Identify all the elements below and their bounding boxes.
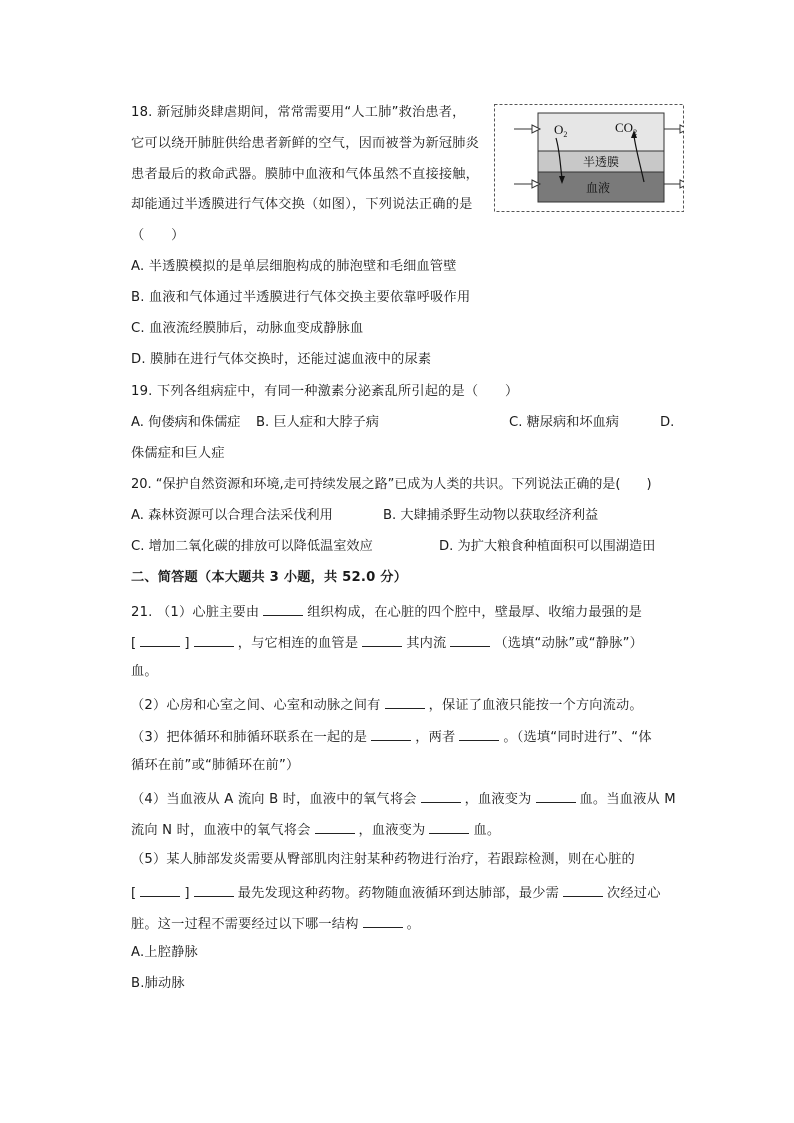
q21-text: 21. （1）心脏主要由 (131, 605, 260, 620)
gas-outlet-arrow-icon (664, 125, 684, 133)
answer-blank[interactable] (194, 882, 234, 897)
q21-text: ，血液变为 (358, 823, 426, 838)
q21-text: （3）把体循环和肺循环联系在一起的是 (131, 730, 368, 745)
q21-text: 次经过心 (607, 886, 661, 901)
section-heading: 二、简答题（本大题共 3 小题，共 52.0 分） (131, 570, 408, 585)
q18-line-5: （ ） (131, 228, 185, 243)
answer-blank[interactable] (421, 788, 461, 803)
q21-part2 (131, 694, 643, 715)
answer-blank[interactable] (140, 632, 180, 647)
q21-part5-line3 (131, 913, 420, 934)
q18-option-c: C. 血液流经膜肺后，动脉血变成静脉血 (131, 321, 364, 336)
q19-option-d-text: 侏儒症和巨人症 (131, 446, 225, 461)
answer-blank[interactable] (362, 632, 402, 647)
q20-option-d: D. 为扩大粮食种植面积可以围湖造田 (439, 539, 656, 554)
blood-inlet-arrow-icon (514, 180, 540, 188)
q21-text: ，与它相连的血管是 (237, 636, 359, 651)
gas-inlet-arrow-icon (514, 125, 540, 133)
q21-part4-line1 (131, 788, 676, 809)
q21-text: 血。 (473, 823, 501, 838)
q19-option-c: C. 糖尿病和坏血病 (509, 415, 619, 430)
q21-text: 。 (406, 917, 420, 932)
answer-blank[interactable] (385, 694, 425, 709)
q21-text: 脏。这一过程不需要经过以下哪一结构 (131, 917, 359, 932)
q21-text: 其内流 (406, 636, 447, 651)
answer-blank[interactable] (263, 601, 303, 616)
q21-text: ，血液变为 (464, 792, 532, 807)
q18-line-3: 患者最后的救命武器。膜肺中血液和气体虽然不直接接触， (131, 167, 480, 182)
answer-blank[interactable] (429, 819, 469, 834)
q21-part5-line1: （5）某人肺部发炎需要从臀部肌肉注射某种药物进行治疗，若跟踪检测，则在心脏的 (131, 852, 635, 867)
answer-blank[interactable] (371, 726, 411, 741)
q18-line-1: 18. 新冠肺炎肆虐期间，常常需要用“人工肺”救治患者， (131, 105, 466, 120)
q21-part1-line2 (131, 632, 643, 653)
q21-option-a: A.上腔静脉 (131, 945, 198, 960)
q18-line-2: 它可以绕开肺脏供给患者新鲜的空气，因而被誉为新冠肺炎 (131, 136, 480, 151)
answer-blank[interactable] (536, 788, 576, 803)
q21-bracket: [ (131, 636, 137, 651)
q19-option-d: D. (660, 415, 675, 430)
answer-blank[interactable] (563, 882, 603, 897)
q19-option-b: B. 巨人症和大脖子病 (256, 415, 379, 430)
q21-text: 最先发现这种药物。药物随血液循环到达肺部，最少需 (237, 886, 560, 901)
answer-blank[interactable] (450, 632, 490, 647)
q21-part1-line1 (131, 601, 642, 622)
answer-blank[interactable] (459, 726, 499, 741)
answer-blank[interactable] (315, 819, 355, 834)
q18-line-4: 却能通过半透膜进行气体交换（如图），下列说法正确的是 (131, 197, 473, 212)
q21-bracket: ] (184, 886, 190, 901)
oxygen-label: $O_2$ (554, 122, 568, 139)
q21-part5-line2 (131, 882, 661, 903)
q21-text: ，两者 (415, 730, 456, 745)
q21-bracket: [ (131, 886, 137, 901)
answer-blank[interactable] (363, 913, 403, 928)
q20-stem: 20. “保护自然资源和环境,走可持续发展之路”已成为人类的共识。下列说法正确的是( ) (131, 477, 652, 492)
q18-option-d: D. 膜肺在进行气体交换时，还能过滤血液中的尿素 (131, 352, 432, 367)
q21-text: 组织构成，在心脏的四个腔中，壁最厚、收缩力最强的是 (307, 605, 642, 620)
membrane-label: 半透膜 (582, 155, 620, 169)
q21-text: 流向 N 时，血液中的氧气将会 (131, 823, 311, 838)
q21-text: 。（选填“同时进行”、“体 (503, 730, 652, 745)
answer-blank[interactable] (140, 882, 180, 897)
q21-bracket: ] (184, 636, 190, 651)
artificial-lung-diagram (494, 104, 684, 212)
q19-option-a: A. 佝偻病和侏儒症 (131, 415, 241, 430)
blood-outlet-arrow-icon (664, 180, 684, 188)
q21-text: ，保证了血液只能按一个方向流动。 (428, 698, 643, 713)
blood-label: 血液 (585, 181, 611, 195)
q20-option-b: B. 大肆捕杀野生动物以获取经济利益 (383, 508, 599, 523)
q21-text: 血。当血液从 M (579, 792, 676, 807)
co2-label: $CO_2$ (615, 120, 638, 137)
q20-option-c: C. 增加二氧化碳的排放可以降低温室效应 (131, 539, 373, 554)
q21-part3-line2: 循环在前”或“肺循环在前”） (131, 758, 300, 773)
q21-text: （选填“动脉”或“静脉”） (494, 636, 644, 651)
q21-part3-line1 (131, 726, 652, 747)
q18-option-b: B. 血液和气体通过半透膜进行气体交换主要依靠呼吸作用 (131, 290, 471, 305)
q21-option-b: B.肺动脉 (131, 976, 185, 991)
q19-stem: 19. 下列各组病症中，有同一种激素分泌紊乱所引起的是（ ） (131, 384, 519, 399)
q18-option-a: A. 半透膜模拟的是单层细胞构成的肺泡壁和毛细血管壁 (131, 259, 457, 274)
q21-text: （2）心房和心室之间、心室和动脉之间有 (131, 698, 381, 713)
answer-blank[interactable] (194, 632, 234, 647)
q21-text: （4）当血液从 A 流向 B 时，血液中的氧气将会 (131, 792, 417, 807)
q21-part4-line2 (131, 819, 500, 840)
q21-part1-line3: 血。 (131, 664, 158, 679)
q20-option-a: A. 森林资源可以合理合法采伐利用 (131, 508, 333, 523)
